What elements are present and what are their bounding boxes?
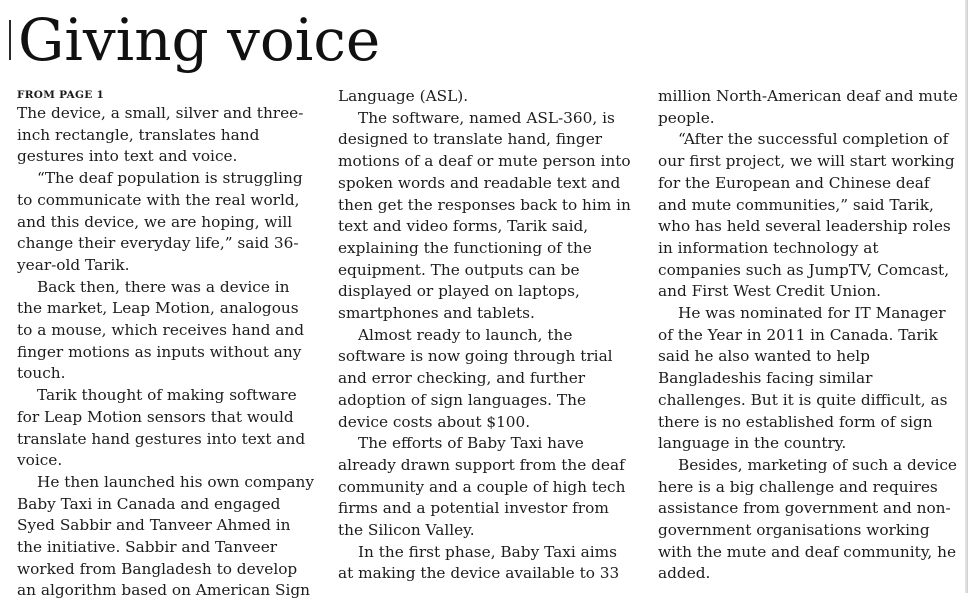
paragraph: Language (ASL).: [338, 87, 469, 105]
paragraph: “After the successful completion of our first project, we will start working for the European and Chinese deaf and mute communities,” said Tarik, who has held several leadership roles in information technology at companies such as JumpTV, Comcast, and First West Credit Union.: [658, 130, 955, 301]
kicker: FROM PAGE 1: [17, 89, 105, 101]
paragraph: Back then, there was a device in the market, Leap Motion, analogous to a mouse, which receives hand and finger motions as inputs without any touch.: [17, 277, 305, 383]
paragraph: million North-American deaf and mute people.: [658, 87, 958, 127]
paragraph: He was nominated for IT Manager of the Year in 2011 in Canada. Tarik said he also wanted to help Bangladeshis facing similar challenges. But it is quite difficult, as there is no established form of sign language in the country.: [658, 304, 948, 453]
paragraph: The efforts of Baby Taxi have already drawn support from the deaf community and a couple of high tech firms and a potential investor from the Silicon Valley.: [338, 434, 626, 540]
paragraph: The device, a small, silver and three-inch rectangle, translates hand gestures into text and voice.: [17, 104, 304, 166]
paragraph: He then launched his own company Baby Taxi in Canada and engaged Syed Sabbir and Tanveer Ahmed in the initiative. Sabbir and Tanveer worked from Bangladesh to develop an algorithm based on American Sign: [17, 472, 315, 600]
article-column-3: [658, 86, 958, 585]
paragraph: The software, named ASL-360, is designed to translate hand, finger motions of a deaf or mute person into spoken words and readable text and then get the responses back to him in text and video forms, Tarik said, explaining the functioning of the equipment. The outputs can be displayed or played on laptops, smartphones and tablets.: [338, 108, 631, 323]
paragraph: “The deaf population is struggling to communicate with the real world, and this device, we are hoping, will change their everyday life,” said 36-year-old Tarik.: [17, 169, 303, 274]
paragraph: Tarik thought of making software for Leap Motion sensors that would translate hand gestures into text and voice.: [17, 386, 306, 470]
article-column-2: [338, 86, 636, 585]
headline: Giving voice: [18, 6, 381, 74]
paragraph: Besides, marketing of such a device here is a big challenge and requires assistance from government and non-government organisations working with the mute and deaf community, he added.: [658, 455, 957, 583]
headline-rule: [9, 20, 11, 60]
paragraph: Almost ready to launch, the software is now going through trial and error checking, and further adoption of sign languages. The device costs about $100.: [338, 325, 613, 431]
article-column-1: [17, 89, 317, 602]
paragraph: In the first phase, Baby Taxi aims at making the device available to 33: [338, 542, 620, 583]
